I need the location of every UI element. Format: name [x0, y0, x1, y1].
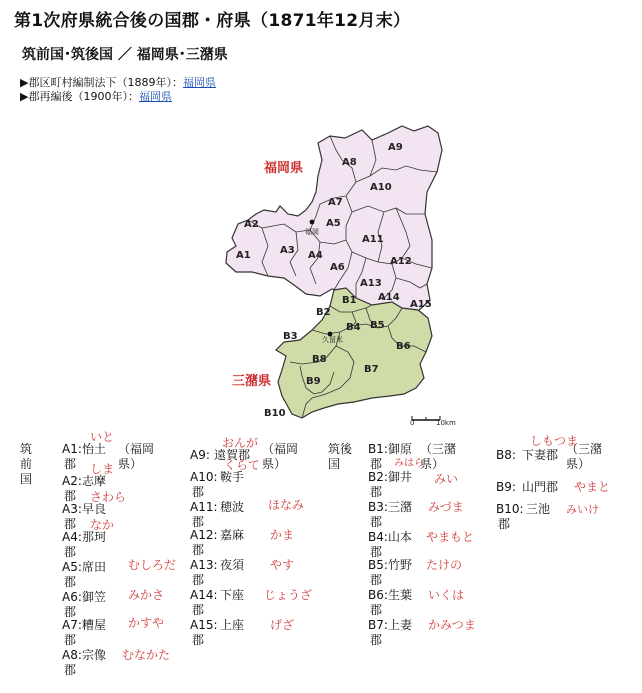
entry-reading: しま [90, 462, 115, 476]
legend-entry-b10 [496, 502, 599, 532]
fukuoka-city-label: 福岡 [305, 228, 319, 236]
entry-reading: たけの [426, 558, 463, 572]
legend-entry-a6 [62, 588, 165, 620]
link-fukuoka-1889[interactable]: 福岡県 [182, 76, 216, 89]
entry-gun: 郡 [192, 573, 205, 587]
entry-reading: しもつま [530, 434, 579, 448]
entry-code: A12: [190, 528, 218, 542]
entry-name: 山門郡 [522, 480, 559, 494]
entry-code: A15: [190, 618, 218, 632]
legend-entry-a7 [62, 616, 165, 648]
entry-name: 早良 [82, 502, 107, 516]
legend-entry-b7 [368, 618, 476, 648]
entry-gun: 郡 [64, 489, 77, 503]
entry-gun: 郡 [370, 545, 383, 559]
region-label-b10: B10 [264, 408, 286, 419]
entry-reading: さわら [90, 490, 127, 504]
entry-name: 御笠 [82, 590, 107, 604]
entry-code: A9: [190, 448, 210, 462]
entry-name: 鞍手 [220, 470, 245, 484]
entry-code: A10: [190, 470, 218, 484]
entry-gun: 郡 [192, 603, 205, 617]
entry-gun: 郡 [64, 575, 77, 589]
region-label-b3: B3 [283, 331, 298, 342]
entry-name: 怡土 [82, 442, 107, 456]
region-label-b8: B8 [312, 354, 327, 365]
entry-gun: 郡 [370, 485, 383, 499]
entry-code: A4: [62, 530, 82, 544]
legend-entry-b3 [368, 500, 464, 530]
entry-code: A5: [62, 560, 82, 574]
entry-code: A2: [62, 474, 82, 488]
region-label-a3: A3 [280, 245, 295, 256]
entry-reading: くらて [224, 458, 260, 472]
entry-name: 夜須 [220, 558, 245, 572]
entry-code: B7: [368, 618, 388, 632]
region-label-a4: A4 [308, 250, 323, 261]
entry-name: 席田 [82, 560, 107, 574]
entry-gun: 郡 [370, 573, 383, 587]
entry-reading: みづま [428, 500, 464, 514]
entry-name: 御原 [388, 442, 413, 456]
fukuoka-prefecture-label: 福岡県 [264, 161, 304, 176]
region-label-a6: A6 [330, 262, 345, 273]
legend-entry-b4 [368, 530, 475, 560]
entry-name: 御井 [388, 470, 413, 484]
entry-reading: むなかた [122, 648, 171, 662]
entry-reading: やまもと [426, 530, 475, 544]
region-label-a5: A5 [326, 218, 341, 229]
entry-gun: 郡 [64, 517, 77, 531]
region-label-a10: A10 [370, 182, 392, 193]
page-subtitle: 筑前国･筑後国 ／ 福岡県･三潴県 [22, 47, 228, 63]
entry-code: B3: [368, 500, 388, 514]
region-label-b2: B2 [316, 307, 331, 318]
entry-name: 山本 [388, 530, 413, 544]
entry-reading: かま [270, 528, 295, 542]
entry-name: 上座 [220, 618, 245, 632]
region-label-b4: B4 [346, 322, 361, 333]
entry-reading: いくは [428, 588, 465, 602]
entry-gun: 郡 [192, 633, 205, 647]
legend-entry-b1 [368, 442, 424, 472]
entry-reading: みはら [394, 458, 424, 469]
entry-gun: 郡 [64, 663, 77, 677]
chikuzen-header: 筑前国 [20, 442, 33, 486]
entry-name: 三潴 [388, 500, 413, 514]
legend-entry-a14 [190, 588, 313, 618]
entry-name: 上妻 [388, 618, 413, 632]
region-label-a7: A7 [328, 197, 343, 208]
entry-reading: かみつま [428, 618, 476, 632]
region-label-b5: B5 [370, 320, 385, 331]
entry-gun: 郡 [498, 517, 511, 531]
region-label-a2: A2 [244, 219, 259, 230]
entry-code: A6: [62, 590, 82, 604]
entry-gun: 郡 [192, 515, 205, 529]
region-label-a13: A13 [360, 278, 382, 289]
pref-minuma-col1: （三潴県） [420, 442, 457, 471]
entry-name: 三池 [526, 502, 551, 516]
entry-name: 下座 [220, 588, 245, 602]
entry-reading: なか [90, 518, 115, 532]
scale-ten-label: 10km [436, 419, 456, 427]
scale-bar [410, 416, 456, 427]
region-label-a11: A11 [362, 234, 384, 245]
legend-entry-a4 [62, 518, 115, 560]
entry-name: 遠賀郡 [214, 448, 251, 462]
entry-reading: むしろだ [128, 558, 177, 572]
entry-name: 竹野 [388, 558, 413, 572]
link-fukuoka-1900[interactable]: 福岡県 [138, 90, 172, 103]
entry-reading: みかさ [128, 588, 165, 602]
pref-fukuoka-col2: （福岡県） [262, 442, 299, 471]
entry-reading: いと [90, 430, 115, 444]
entry-code: B6: [368, 588, 388, 602]
legend-entry-a11 [190, 498, 305, 530]
entry-code: A1: [62, 442, 82, 456]
entry-name: 嘉麻 [220, 528, 245, 542]
legend-entry-b5 [368, 558, 463, 588]
fukuoka-city-dot [310, 220, 315, 225]
entry-code: B9: [496, 480, 516, 494]
entry-gun: 郡 [370, 457, 383, 471]
entry-gun: 郡 [192, 543, 205, 557]
entry-reading: げざ [270, 618, 295, 632]
entry-name: 糟屋 [82, 618, 107, 632]
entry-code: A8: [62, 648, 82, 662]
page-title: 第1次府県統合後の国郡・府県（1871年12月末） [14, 11, 411, 31]
region-label-a15: A15 [410, 299, 432, 310]
region-label-b1: B1 [342, 295, 357, 306]
legend-entry-b6 [368, 588, 465, 618]
entry-reading: ほなみ [268, 498, 305, 512]
entry-gun: 郡 [64, 457, 77, 471]
entry-name: 那珂 [82, 530, 107, 544]
district-map [0, 100, 642, 430]
entry-code: A13: [190, 558, 218, 572]
scale-zero-label: 0 [410, 419, 415, 427]
entry-gun: 郡 [370, 515, 383, 529]
region-label-a12: A12 [390, 256, 412, 267]
region-label-a14: A14 [378, 292, 400, 303]
legend-entry-a5 [62, 558, 177, 590]
entry-gun: 郡 [64, 605, 77, 619]
entry-code: A14: [190, 588, 218, 602]
entry-name: 下妻郡 [522, 448, 559, 462]
entry-gun: 郡 [64, 633, 77, 647]
entry-gun: 郡 [370, 633, 383, 647]
entry-gun: 郡 [370, 603, 383, 617]
entry-name: 穂波 [220, 500, 245, 514]
chikugo-header: 筑後国 [328, 442, 353, 471]
entry-code: B10: [496, 502, 524, 516]
legend-entry-b2 [368, 470, 459, 500]
entry-code: A3: [62, 502, 82, 516]
region-label-b7: B7 [364, 364, 379, 375]
entry-code: A11: [190, 500, 218, 514]
region-label-a1: A1 [236, 250, 251, 261]
region-label-b9: B9 [306, 376, 321, 387]
legend-entry-a10 [190, 458, 260, 500]
entry-code: B8: [496, 448, 516, 462]
entry-reading: おんが [222, 436, 259, 450]
minuma-prefecture-label: 三潴県 [232, 374, 272, 389]
entry-gun: 郡 [64, 545, 77, 559]
entry-gun: 郡 [192, 485, 205, 499]
entry-code: A7: [62, 618, 82, 632]
entry-reading: やす [270, 558, 295, 572]
entry-code: B1: [368, 442, 388, 456]
entry-reading: みい [434, 472, 459, 486]
pref-fukuoka-col1: （福岡県） [118, 442, 155, 471]
pref-minuma-col2: （三潴県） [566, 442, 603, 471]
entry-reading: やまと [574, 480, 611, 494]
legend-entry-b8 [496, 434, 579, 463]
region-label-a9: A9 [388, 142, 403, 153]
legend-entry-a15 [190, 618, 295, 648]
entry-name: 志摩 [82, 474, 107, 488]
entry-reading: じょうざ [264, 588, 313, 602]
entry-code: B2: [368, 470, 388, 484]
entry-name: 生葉 [388, 588, 413, 602]
region-label-a8: A8 [342, 157, 357, 168]
kurume-city-label: 久留米 [322, 336, 343, 344]
legend-entry-b9 [496, 480, 611, 495]
entry-name: 宗像 [82, 648, 107, 662]
entry-reading: みいけ [566, 503, 599, 516]
entry-code: B5: [368, 558, 388, 572]
legend-entry-a13 [190, 558, 295, 588]
note-1889-prefix: ▶郡区町村編制法下（1889年）： [20, 76, 183, 89]
entry-reading: かすや [128, 616, 165, 630]
entry-code: B4: [368, 530, 388, 544]
legend-entry-a12 [190, 528, 295, 558]
legend-entry-a8 [62, 648, 171, 678]
region-label-b6: B6 [396, 341, 411, 352]
note-1900-prefix: ▶郡再編後（1900年）： [20, 90, 139, 103]
